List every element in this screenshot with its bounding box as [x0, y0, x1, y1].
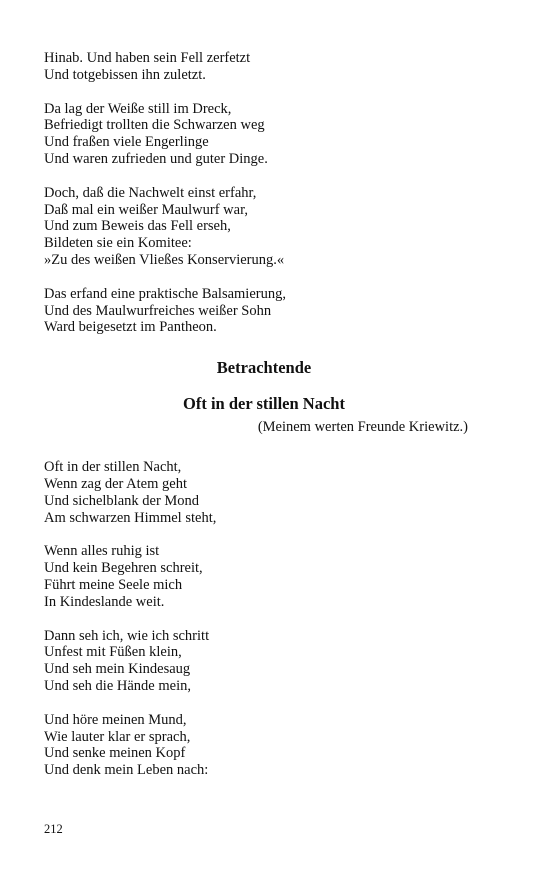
verse-line: Und höre meinen Mund,	[44, 711, 187, 728]
poem-body	[44, 459, 484, 779]
verse-line: Dann seh ich, wie ich schritt	[44, 627, 210, 644]
stanza	[44, 543, 484, 610]
verse-line: Doch, daß die Nachwelt einst erfahr,	[44, 184, 257, 201]
verse-line: Und des Maulwurfreiches weißer Sohn	[44, 302, 272, 319]
verse-line: Und denk mein Leben nach:	[44, 762, 209, 779]
page-number: 212	[44, 822, 63, 836]
poem-continuation	[44, 50, 484, 336]
verse-line: Und zum Beweis das Fell erseh,	[44, 218, 231, 235]
verse-line: Daß mal ein weißer Maulwurf war,	[44, 201, 248, 218]
verse-line: Und kein Begehren schreit,	[44, 560, 203, 577]
verse-line: Ward beigesetzt im Pantheon.	[44, 319, 217, 336]
verse-line: Oft in der stillen Nacht,	[44, 459, 182, 476]
verse-line: Und seh mein Kindesaug	[44, 661, 191, 678]
verse-line: Und waren zufrieden und guter Dinge.	[44, 150, 268, 167]
stanza	[44, 101, 484, 168]
verse-line: Das erfand eine praktische Balsamierung,	[44, 285, 286, 302]
stanza	[44, 712, 484, 779]
verse-line: Unfest mit Füßen klein,	[44, 644, 182, 661]
poem-title: Oft in der stillen Nacht	[183, 394, 345, 414]
stanza	[44, 185, 484, 269]
verse-line: Und senke meinen Kopf	[44, 745, 186, 762]
verse-line: Und seh die Hände mein,	[44, 677, 191, 694]
verse-line: Und fraßen viele Engerlinge	[44, 134, 209, 151]
dedication: (Meinem werten Freunde Kriewitz.)	[257, 419, 468, 436]
verse-line: Bildeten sie ein Komitee:	[44, 235, 192, 252]
verse-line: Und sichelblank der Mond	[44, 492, 200, 509]
verse-line: Befriedigt trollten die Schwarzen weg	[44, 117, 265, 134]
verse-line: »Zu des weißen Vließes Konservierung.«	[44, 251, 285, 268]
stanza	[44, 628, 484, 695]
verse-line: Führt meine Seele mich	[44, 576, 183, 593]
stanza	[44, 459, 484, 526]
verse-line: Hinab. Und haben sein Fell zerfetzt	[44, 50, 251, 66]
stanza	[44, 50, 484, 84]
verse-line: Wenn alles ruhig ist	[44, 543, 160, 560]
page-body	[44, 50, 484, 796]
verse-line: Am schwarzen Himmel steht,	[44, 509, 217, 526]
verse-line: In Kindeslande weit.	[44, 593, 165, 610]
verse-line: Wenn zag der Atem geht	[44, 475, 187, 492]
verse-line: Und totgebissen ihn zuletzt.	[44, 66, 206, 83]
verse-line: Wie lauter klar er sprach,	[44, 728, 191, 745]
section-title: Betrachtende	[216, 358, 312, 378]
verse-line: Da lag der Weiße still im Dreck,	[44, 100, 232, 117]
stanza	[44, 286, 484, 336]
